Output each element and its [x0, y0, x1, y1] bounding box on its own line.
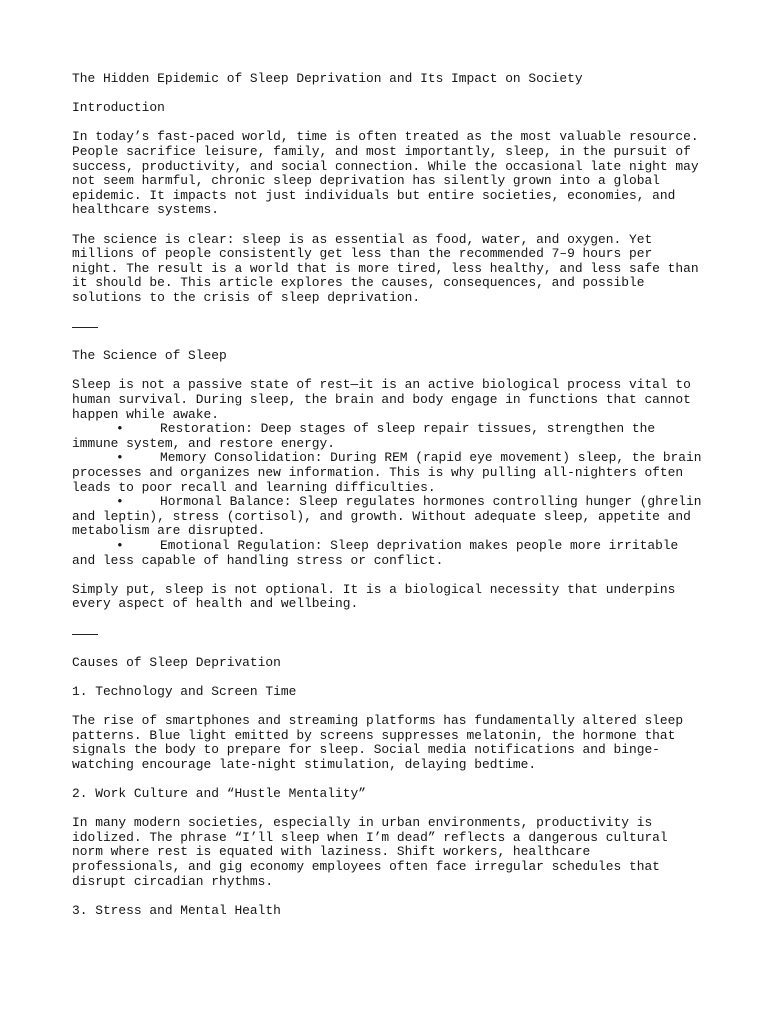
science-paragraph-1: Sleep is not a passive state of rest—it is an active biological process vital to human survival. During sleep, the brain and body engage in functions that cannot happen while awake. — [72, 377, 691, 422]
document-page — [72, 72, 702, 918]
spacer — [72, 335, 702, 350]
subheading-stress: 3. Stress and Mental Health — [72, 902, 281, 918]
intro-paragraph-2: The science is clear: sleep is as essential as food, water, and oxygen. Yet millions of people consistently get less than the recommended 7–9 hours per night. The result is a world that is more tired, less healthy, and less safe than it should be. This article explores the causes, consequences, and possible solutions to the crisis of sleep deprivation. — [72, 231, 699, 305]
document-title: The Hidden Epidemic of Sleep Deprivation and Its Impact on Society — [72, 71, 583, 86]
section-heading-science: The Science of Sleep — [72, 348, 227, 364]
spacer — [72, 700, 702, 715]
bullet-icon: • — [116, 421, 124, 437]
science-bullet-list — [72, 422, 702, 568]
section-heading-introduction: Introduction — [72, 100, 165, 116]
spacer — [72, 568, 702, 583]
bullet-text: Hormonal Balance: Sleep regulates hormones controlling hunger (ghrelin and leptin), stress (cortisol), and growth. Without adequate sleep, appetite and metabolism are disrupted. — [72, 494, 702, 539]
bullet-item-memory — [72, 451, 702, 495]
technology-paragraph: The rise of smartphones and streaming platforms has fundamentally altered sleep patterns. Blue light emitted by screens suppresses melatonin, the hormone that signals the body to prepare for sleep. Social media notifications and binge-watching encourage late-night stimulation, delaying bedtime. — [72, 713, 684, 772]
spacer — [72, 218, 702, 233]
spacer — [72, 87, 702, 102]
bullet-icon: • — [116, 450, 124, 466]
bullet-text: Restoration: Deep stages of sleep repair tissues, strengthen the immune system, and restore energy. — [72, 421, 656, 451]
bullet-text: Memory Consolidation: During REM (rapid eye movement) sleep, the brain processes and organizes new information. This is why pulling all-nighters often leads to poor recall and learning difficulties. — [72, 450, 702, 495]
spacer — [72, 612, 702, 627]
bullet-item-restoration — [72, 422, 702, 451]
spacer — [72, 116, 702, 131]
spacer — [72, 670, 702, 685]
spacer — [72, 306, 702, 321]
work-culture-paragraph: In many modern societies, especially in urban environments, productivity is idolized. The phrase “I’ll sleep when I’m dead” reflects a dangerous cultural norm where rest is equated with laziness. Shift workers, healthcare professionals, and gig economy employees often face irregular schedules that disrupt circadian rhythms. — [72, 815, 668, 889]
bullet-item-emotional — [72, 539, 702, 568]
spacer — [72, 773, 702, 788]
spacer — [72, 641, 702, 656]
spacer — [72, 364, 702, 379]
spacer — [72, 802, 702, 817]
bullet-text: Emotional Regulation: Sleep deprivation makes people more irritable and less capable of handling stress or conflict. — [72, 538, 679, 568]
bullet-icon: • — [116, 494, 124, 510]
subheading-work-culture: 2. Work Culture and “Hustle Mentality” — [72, 786, 366, 802]
section-heading-causes: Causes of Sleep Deprivation — [72, 654, 281, 670]
spacer — [72, 889, 702, 904]
science-paragraph-2: Simply put, sleep is not optional. It is a biological necessity that underpins every aspect of health and wellbeing. — [72, 581, 676, 612]
section-divider — [72, 627, 702, 642]
bullet-item-hormonal — [72, 495, 702, 539]
section-divider — [72, 320, 702, 335]
subheading-technology: 1. Technology and Screen Time — [72, 683, 297, 699]
intro-paragraph-1: In today’s fast-paced world, time is often treated as the most valuable resource. People sacrifice leisure, family, and most importantly, sleep, in the pursuit of success, productivity, and social connection. While the occasional late night may not seem harmful, chronic sleep deprivation has silently grown into a global epidemic. It impacts not just individuals but entire societies, economies, and healthcare systems. — [72, 129, 699, 218]
bullet-icon: • — [116, 538, 124, 553]
